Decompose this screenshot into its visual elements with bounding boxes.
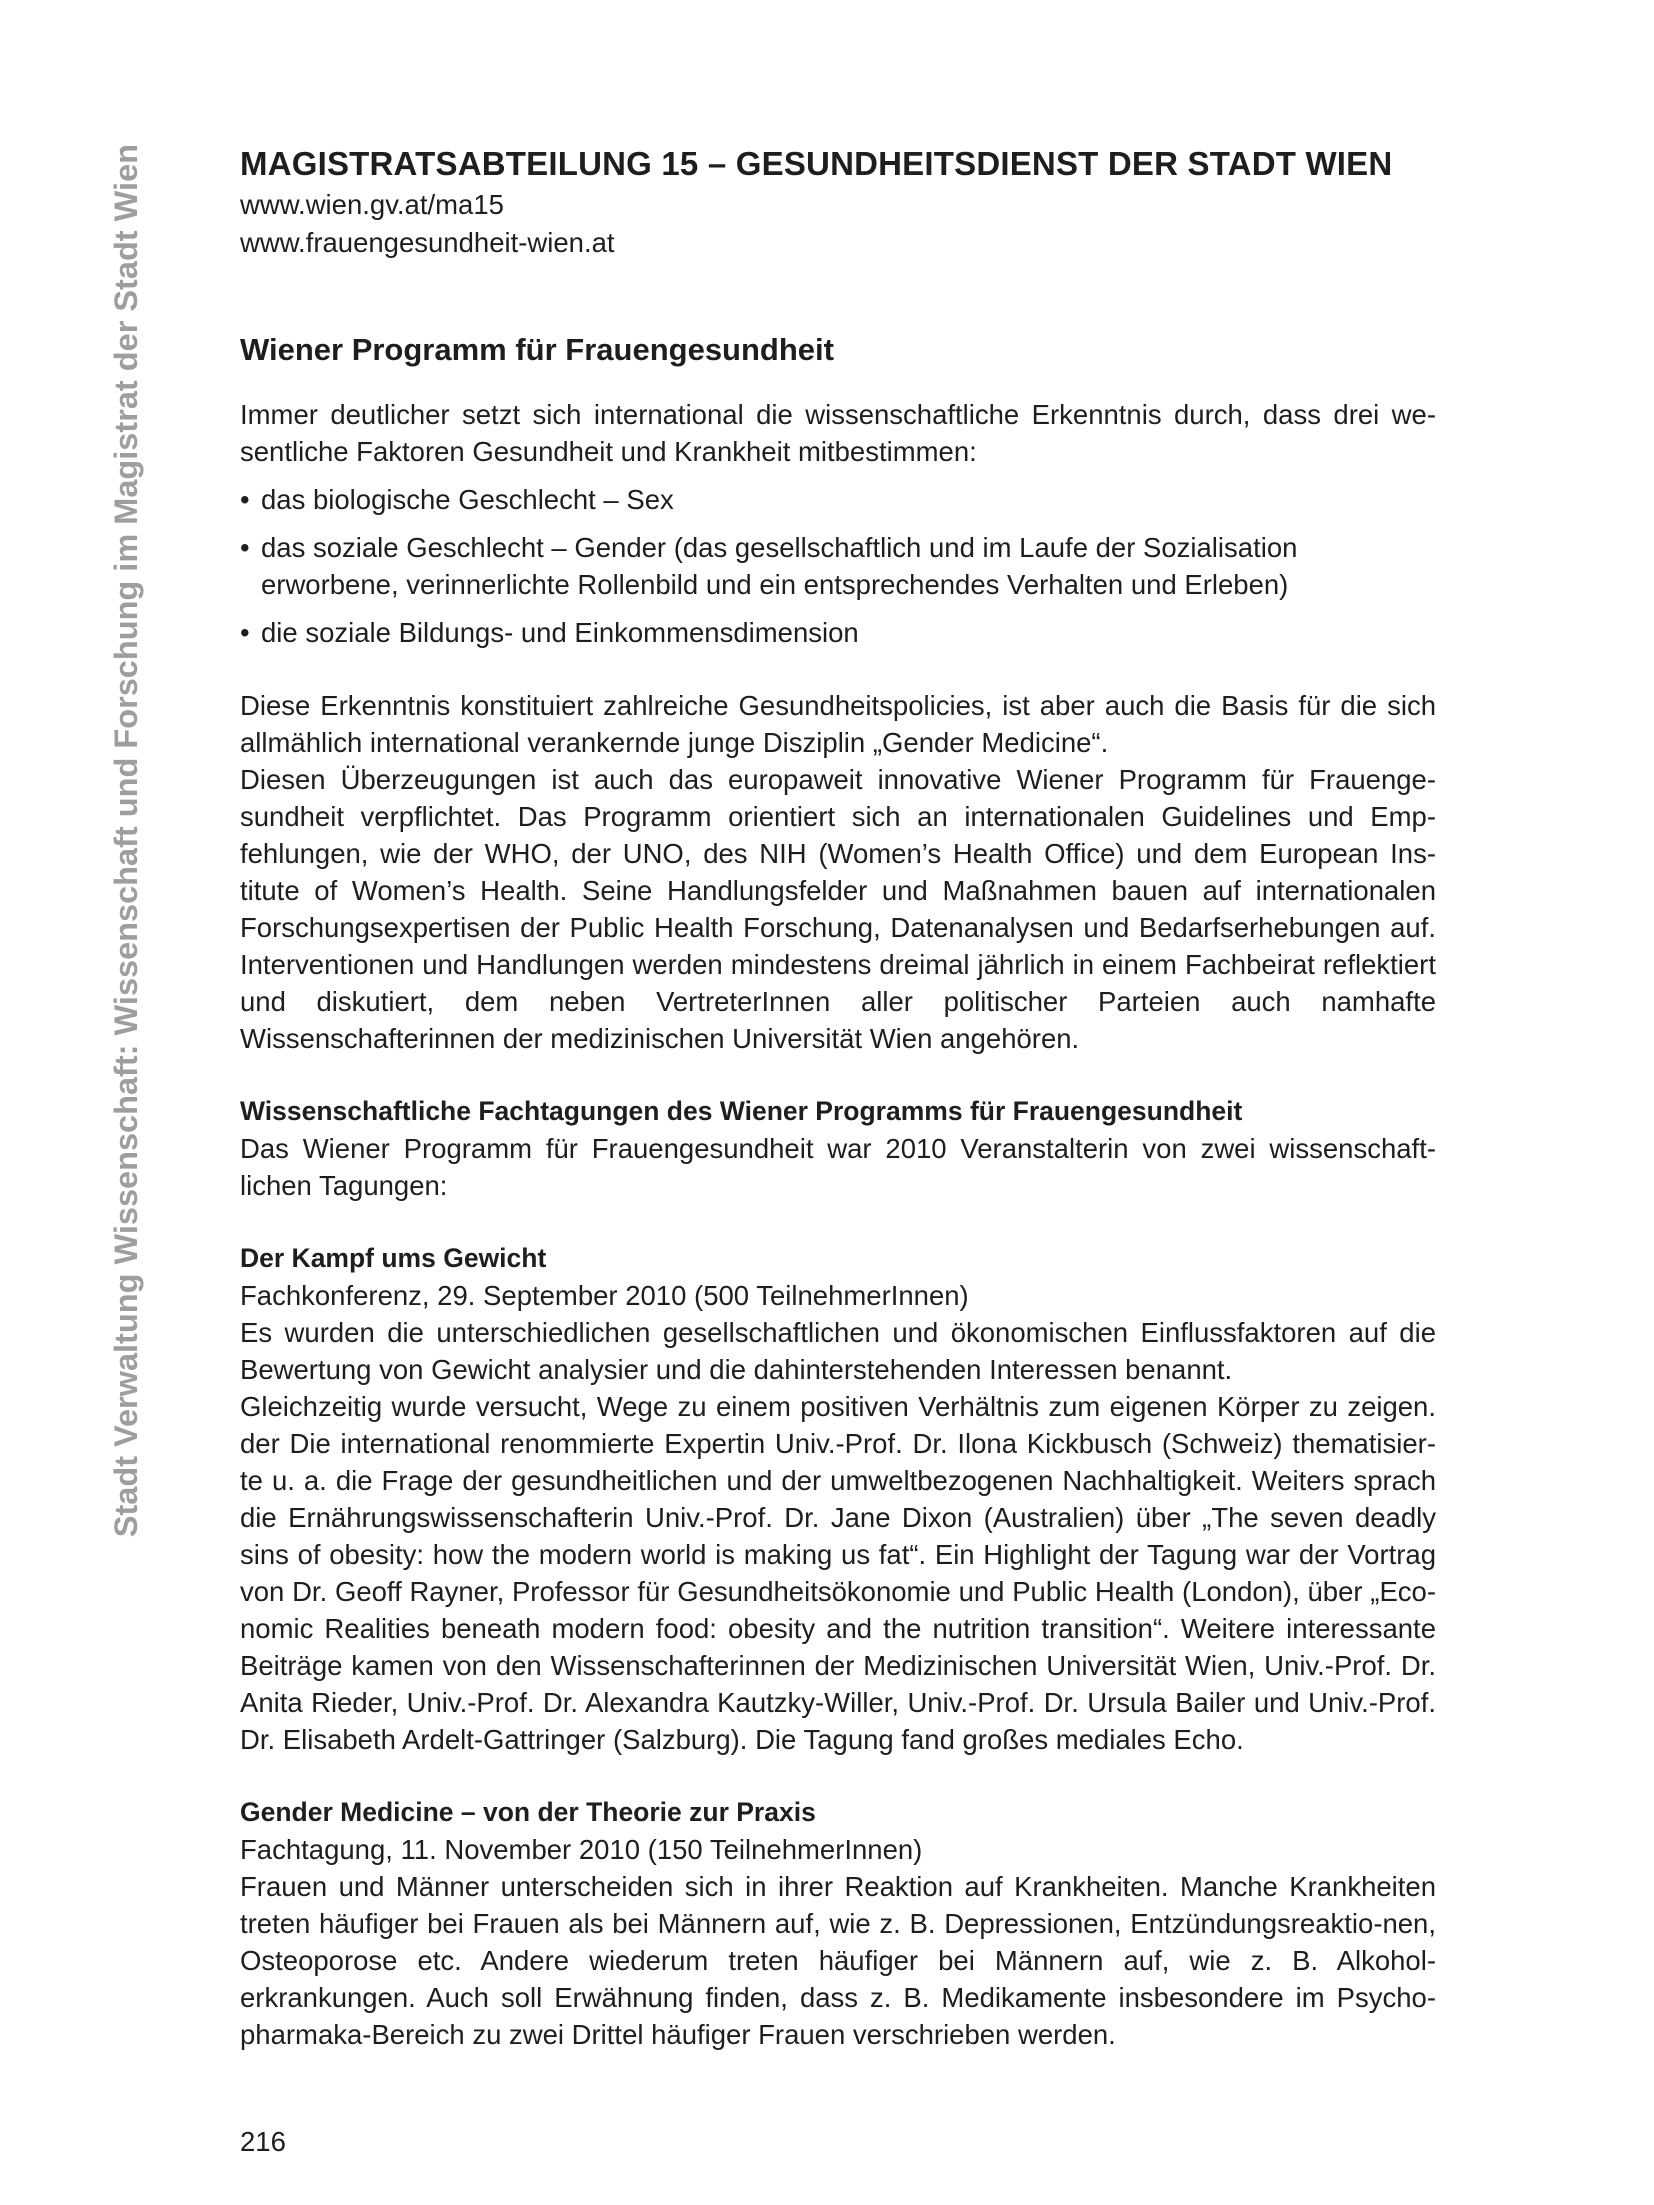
conferences-heading: Wissenschaftliche Fachtagungen des Wiener Programms für Frauengesundheit — [240, 1096, 1243, 1126]
list-item: • die soziale Bildungs- und Einkommensdimension — [240, 614, 1436, 651]
event1-title: Der Kampf ums Gewicht — [240, 1243, 547, 1273]
intro-paragraph: Immer deutlicher setzt sich international die wissenschaftliche Erkenntnis durch, dass drei we-sentliche Faktoren Gesundheit und Krankheit mitbestimmen: — [240, 399, 1436, 467]
event2-meta: Fachtagung, 11. November 2010 (150 TeilnehmerInnen) — [240, 1834, 923, 1865]
paragraph-gender-medicine: Diese Erkenntnis konstituiert zahlreiche Gesundheitspolicies, ist aber auch die Basis für die sich allmählich international verankernde junge Disziplin „Gender Medicine“. — [240, 690, 1436, 758]
event2-text: Frauen und Männer unterscheiden sich in ihrer Reaktion auf Krankheiten. Manche Krankheiten treten häufiger bei Frauen als bei Männern auf, wie z. B. Depressionen, Entzündungsreaktio-nen, Osteoporose etc. Andere wiederum treten häufiger bei Männern auf, wie z. B. Alkohol-erkrankungen. Auch soll Erwähnung finden, dass z. B. Medikamente insbesondere im Psycho-pharmaka-Bereich zu zwei Drittel häufiger Frauen verschrieben werden. — [240, 1871, 1436, 2050]
paragraph-programm: Diesen Überzeugungen ist auch das europaweit innovative Wiener Programm für Frauenge-sundheit verpflichtet. Das Programm orientiert sich an internationalen Guidelines und Emp-fehlungen, wie der WHO, der UNO, des NIH (Women’s Health Office) und dem European Ins-titute of Women’s Health. Seine Handlungsfelder und Maßnahmen bauen auf internationalen Forschungsexpertisen der Public Health Forschung, Datenanalysen und Bedarfserhebungen auf. Interventionen und Handlungen werden mindestens dreimal jährlich in einem Fachbeirat reflektiert und diskutiert, dem neben VertreterInnen aller politischer Parteien auch namhafte Wissenschafterinnen der medizinischen Universität Wien angehören. — [240, 764, 1436, 1054]
url-frauengesundheit[interactable]: www.frauengesundheit-wien.at — [240, 227, 615, 258]
event1-text-2: Gleichzeitig wurde versucht, Wege zu einem positiven Verhältnis zum eigenen Körper zu zeigen. der Die international renommierte Expertin Univ.-Prof. Dr. Ilona Kickbusch (Schweiz) thematisier-te u. a. die Frage der gesundheitlichen und der umweltbezogenen Nachhaltigkeit. Weiters sprach die Ernährungswissenschafterin Univ.-Prof. Dr. Jane Dixon (Australien) über „The seven deadly sins of obesity: how the modern world is making us fat“. Ein Highlight der Tagung war der Vortrag von Dr. Geoff Rayner, Professor für Gesundheitsökonomie und Public Health (London), über „Eco-nomic Realities beneath modern food: obesity and the nutrition transition“. Weitere interessante Beiträge kamen von den Wissenschafterinnen der Medizinischen Universität Wien, Univ.-Prof. Dr. Anita Rieder, Univ.-Prof. Dr. Alexandra Kautzky-Willer, Univ.-Prof. Dr. Ursula Bailer und Univ.-Prof. Dr. Elisabeth Ardelt-Gattringer (Salzburg). Die Tagung fand großes mediales Echo. — [240, 1391, 1436, 1755]
event2-title: Gender Medicine – von der Theorie zur Praxis — [240, 1797, 816, 1827]
agency-title: MAGISTRATSABTEILUNG 15 – GESUNDHEITSDIENST DER STADT WIEN — [240, 145, 1393, 182]
conferences-text: Das Wiener Programm für Frauengesundheit war 2010 Veranstalterin von zwei wissenschaft-lichen Tagungen: — [240, 1133, 1436, 1201]
section-title: Wiener Programm für Frauengesundheit — [240, 332, 834, 367]
list-item: • das biologische Geschlecht – Sex — [240, 481, 1436, 518]
list-item: • das soziale Geschlecht – Gender (das gesellschaftlich und im Laufe der Sozialisation erworbene, verinnerlichte Rollenbild und ein entsprechendes Verhalten und Erleben) — [240, 529, 1436, 603]
event1-meta: Fachkonferenz, 29. September 2010 (500 TeilnehmerInnen) — [240, 1280, 969, 1311]
factor-list — [240, 481, 1436, 651]
page-content — [240, 142, 1436, 2053]
event1-text-1: Es wurden die unterschiedlichen gesellschaftlichen und ökonomischen Einflussfaktoren auf die Bewertung von Gewicht analysier und die dahinterstehenden Interessen benannt. — [240, 1317, 1436, 1385]
url-ma15[interactable]: www.wien.gv.at/ma15 — [240, 189, 504, 220]
side-section-label: Stadt Verwaltung Wissenschaft: Wissenschaft und Forschung im Magistrat der Stadt Wien — [108, 144, 144, 1538]
page-number: 216 — [240, 2126, 286, 2157]
